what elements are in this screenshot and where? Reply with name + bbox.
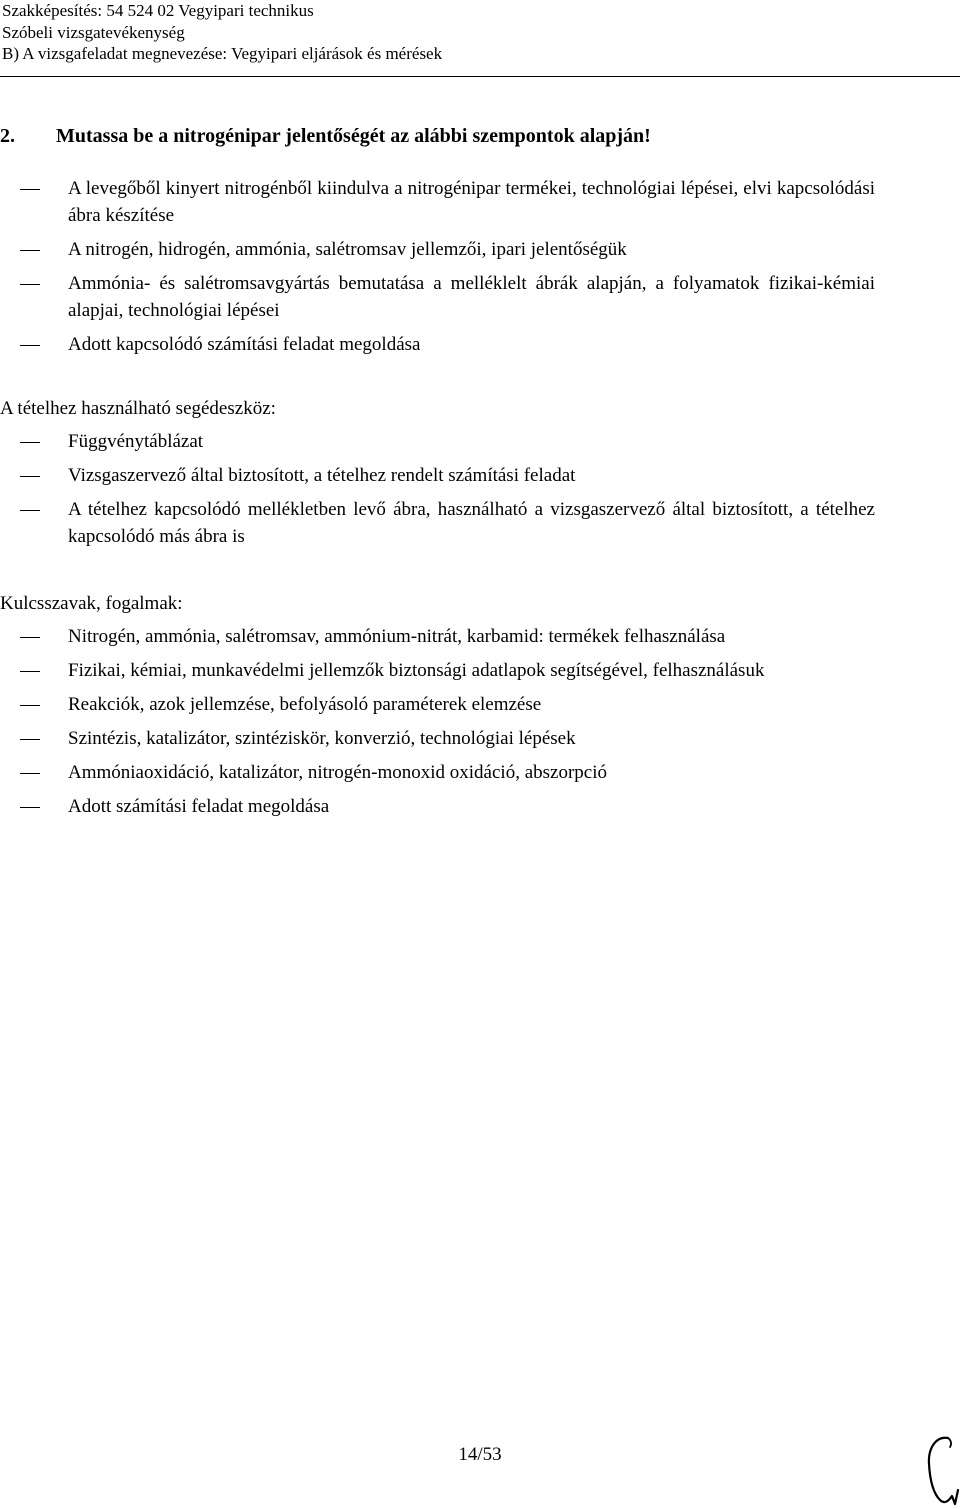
dash-bullet [20,773,40,774]
list-item: A levegőből kinyert nitrogénből kiindulva a nitrogénipar termékei, technológiai lépései, elvi kapcsolódási ábra készítése [20,175,875,229]
signature-mark [918,1430,960,1509]
list-item: Adott kapcsolódó számítási feladat megoldása [20,331,875,358]
list-item: Vizsgaszervező által biztosított, a tételhez rendelt számítási feladat [20,462,875,489]
list-item: A tételhez kapcsolódó mellékletben levő ábra, használható a vizsgaszervező által biztosított, a tételhez kapcsolódó más ábra is [20,496,875,550]
topic-list [20,175,875,365]
dash-bullet [20,476,40,477]
page-number: 14/53 [458,1444,502,1465]
header-qualification: Szakképesítés: 54 524 02 Vegyipari technikus [2,1,314,20]
dash-bullet [20,442,40,443]
tools-label: A tételhez használható segédeszköz: [0,398,276,419]
task-title-text: Mutassa be a nitrogénipar jelentőségét az alábbi szempontok alapján! [56,125,651,147]
list-item: Adott számítási feladat megoldása [20,793,875,820]
header-exam-type: Szóbeli vizsgatevékenység [2,22,185,42]
dash-bullet [20,250,40,251]
list-item: Szintézis, katalizátor, szintéziskör, konverzió, technológiai lépések [20,725,875,752]
dash-bullet [20,284,40,285]
tools-list [20,428,875,557]
keywords-list [20,623,875,827]
task-title [0,125,651,148]
list-item: Nitrogén, ammónia, salétromsav, ammónium-nitrát, karbamid: termékek felhasználása [20,623,875,650]
list-item: Reakciók, azok jellemzése, befolyásoló paraméterek elemzése [20,691,875,718]
dash-bullet [20,345,40,346]
document-header [2,0,442,65]
dash-bullet [20,637,40,638]
dash-bullet [20,807,40,808]
task-number: 2. [0,125,15,147]
keywords-label: Kulcsszavak, fogalmak: [0,593,183,614]
dash-bullet [20,739,40,740]
dash-bullet [20,671,40,672]
header-task-name: B) A vizsgafeladat megnevezése: Vegyipari eljárások és mérések [2,44,443,63]
dash-bullet [20,705,40,706]
list-item: A nitrogén, hidrogén, ammónia, salétromsav jellemzői, ipari jelentőségük [20,236,875,263]
list-item: Ammóniaoxidáció, katalizátor, nitrogén-monoxid oxidáció, abszorpció [20,759,875,786]
list-item: Függvénytáblázat [20,428,875,455]
list-item: Ammónia- és salétromsavgyártás bemutatása a melléklelt ábrák alapján, a folyamatok fizikai-kémiai alapjai, technológiai lépései [20,270,875,324]
dash-bullet [20,189,40,190]
header-divider [0,76,960,77]
list-item: Fizikai, kémiai, munkavédelmi jellemzők biztonsági adatlapok segítségével, felhasználásuk [20,657,875,684]
dash-bullet [20,510,40,511]
